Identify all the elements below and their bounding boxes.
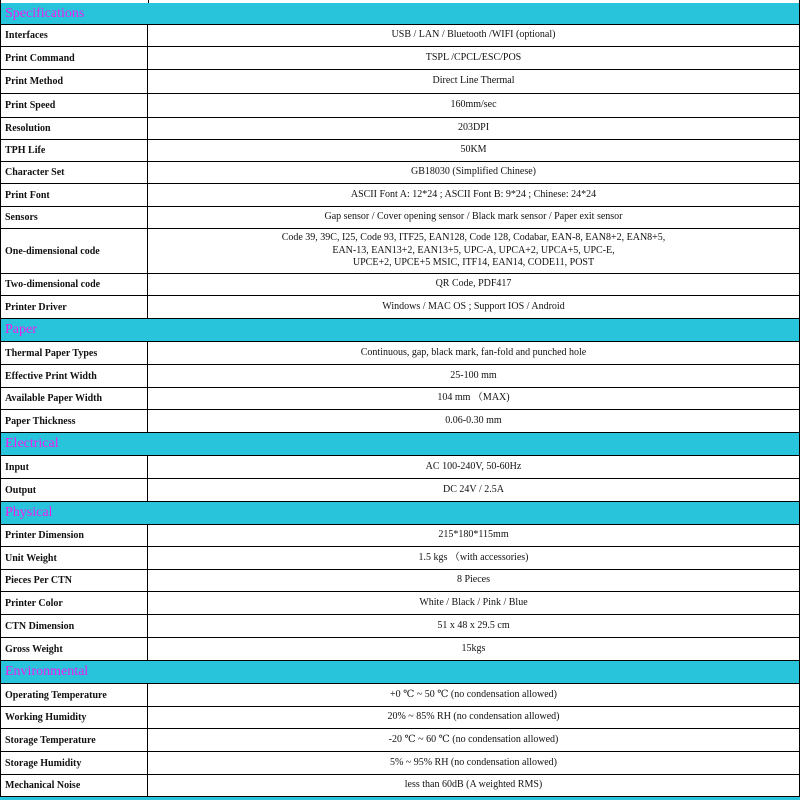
spec-value: less than 60dB (A weighted RMS) [148, 775, 800, 796]
spec-label: Two-dimensional code [0, 274, 148, 295]
spec-value: AC 100-240V, 50-60Hz [148, 456, 800, 478]
spec-label: Printer Driver [0, 296, 148, 318]
spec-value-line: UPCE+2, UPCE+5 MSIC, ITF14, EAN14, CODE11, POST [352, 257, 595, 269]
spec-value: 215*180*115mm [148, 525, 800, 546]
spec-row-operating-temperature [0, 684, 800, 707]
spec-value: Windows / MAC OS ; Support IOS / Android [148, 296, 800, 318]
spec-row-thermal-paper-types [0, 342, 800, 365]
section-header-specifications [0, 3, 800, 25]
spec-value [148, 229, 800, 273]
spec-row-ctn-dimension [0, 615, 800, 638]
section-header-electrical [0, 433, 800, 456]
spec-row-unit-weight [0, 547, 800, 570]
spec-value: USB / LAN / Bluetooth /WIFI (optional) [148, 25, 800, 46]
section-title: Environmental [5, 664, 89, 679]
spec-row-character-set [0, 162, 800, 184]
spec-label: Unit Weight [0, 547, 148, 569]
spec-value: TSPL /CPCL/ESC/POS [148, 47, 800, 69]
spec-label: Effective Print Width [0, 365, 148, 387]
spec-row-paper-thickness [0, 410, 800, 433]
spec-row-print-method [0, 70, 800, 94]
spec-label: Resolution [0, 118, 148, 139]
spec-value: 203DPI [148, 118, 800, 139]
spec-row-interfaces [0, 25, 800, 47]
spec-label: Interfaces [0, 25, 148, 46]
spec-row-storage-temperature [0, 729, 800, 752]
section-header-physical [0, 502, 800, 525]
section-title: Specifications [5, 5, 85, 21]
spec-row-printer-color [0, 592, 800, 615]
spec-label: Available Paper Width [0, 388, 148, 409]
section-title: Electrical [5, 436, 59, 451]
spec-label: Output [0, 479, 148, 501]
spec-row-printer-dimension [0, 525, 800, 547]
spec-value: 50KM [148, 140, 800, 161]
spec-label: Storage Humidity [0, 752, 148, 774]
spec-value: 104 mm （MAX) [148, 388, 800, 409]
spec-value: 20% ~ 85% RH (no condensation allowed) [148, 707, 800, 728]
spec-row-two-dimensional-code [0, 274, 800, 296]
spec-row-print-command [0, 47, 800, 70]
spec-row-storage-humidity [0, 752, 800, 775]
spec-label: Print Font [0, 184, 148, 206]
spec-label: Print Command [0, 47, 148, 69]
section-header-environmental [0, 661, 800, 684]
spec-row-available-paper-width [0, 388, 800, 410]
spec-row-input [0, 456, 800, 479]
spec-row-effective-print-width [0, 365, 800, 388]
spec-label: Operating Temperature [0, 684, 148, 706]
spec-row-gross-weight [0, 638, 800, 661]
spec-value: 8 Pieces [148, 570, 800, 591]
spec-label: One-dimensional code [0, 229, 148, 273]
spec-label: Sensors [0, 207, 148, 228]
spec-value: 1.5 kgs （with accessories) [148, 547, 800, 569]
spec-row-mechanical-noise [0, 775, 800, 797]
spec-value: Gap sensor / Cover opening sensor / Black mark sensor / Paper exit sensor [148, 207, 800, 228]
section-header-paper [0, 319, 800, 342]
spec-row-working-humidity [0, 707, 800, 729]
section-title: Paper [5, 322, 37, 337]
spec-row-output [0, 479, 800, 502]
spec-row-print-font [0, 184, 800, 207]
spec-row-sensors [0, 207, 800, 229]
spec-label: Mechanical Noise [0, 775, 148, 796]
spec-label: Gross Weight [0, 638, 148, 660]
spec-label: Print Speed [0, 94, 148, 117]
spec-value: White / Black / Pink / Blue [148, 592, 800, 614]
spec-label: CTN Dimension [0, 615, 148, 637]
spec-label: TPH Life [0, 140, 148, 161]
spec-value: ASCII Font A: 12*24 ; ASCII Font B: 9*24 ; Chinese: 24*24 [148, 184, 800, 206]
spec-row-resolution [0, 118, 800, 140]
spec-value: DC 24V / 2.5A [148, 479, 800, 501]
spec-row-tph-life [0, 140, 800, 162]
spec-label: Input [0, 456, 148, 478]
section-title: Physical [5, 505, 53, 520]
spec-value: 160mm/sec [148, 94, 800, 117]
spec-value: 51 x 48 x 29.5 cm [148, 615, 800, 637]
spec-label: Working Humidity [0, 707, 148, 728]
spec-label: Printer Dimension [0, 525, 148, 546]
spec-value: 25-100 mm [148, 365, 800, 387]
spec-label: Print Method [0, 70, 148, 93]
spec-row-pieces-per-ctn [0, 570, 800, 592]
spec-row-print-speed [0, 94, 800, 118]
spec-value: 0.06-0.30 mm [148, 410, 800, 432]
spec-value: Continuous, gap, black mark, fan-fold and punched hole [148, 342, 800, 364]
spec-label: Pieces Per CTN [0, 570, 148, 591]
spec-value: 15kgs [148, 638, 800, 660]
spec-value: GB18030 (Simplified Chinese) [148, 162, 800, 183]
spec-label: Paper Thickness [0, 410, 148, 432]
spec-row-one-dimensional-code [0, 229, 800, 274]
spec-value-line: Code 39, 39C, I25, Code 93, ITF25, EAN128, Code 128, Codabar, EAN-8, EAN8+2, EAN8+5, [281, 232, 666, 244]
spec-label: Printer Color [0, 592, 148, 614]
spec-row-printer-driver [0, 296, 800, 319]
spec-label: Thermal Paper Types [0, 342, 148, 364]
spec-label: Storage Temperature [0, 729, 148, 751]
spec-value: Direct Line Thermal [148, 70, 800, 93]
spec-value: 5% ~ 95% RH (no condensation allowed) [148, 752, 800, 774]
spec-value-line: EAN-13, EAN13+2, EAN13+5, UPC-A, UPCA+2, UPCA+5, UPC-E, [332, 244, 615, 256]
spec-label: Character Set [0, 162, 148, 183]
spec-value: QR Code, PDF417 [148, 274, 800, 295]
spec-value: -20 ℃ ~ 60 ℃ (no condensation allowed) [148, 729, 800, 751]
spec-value: +0 ℃ ~ 50 ℃ (no condensation allowed) [148, 684, 800, 706]
